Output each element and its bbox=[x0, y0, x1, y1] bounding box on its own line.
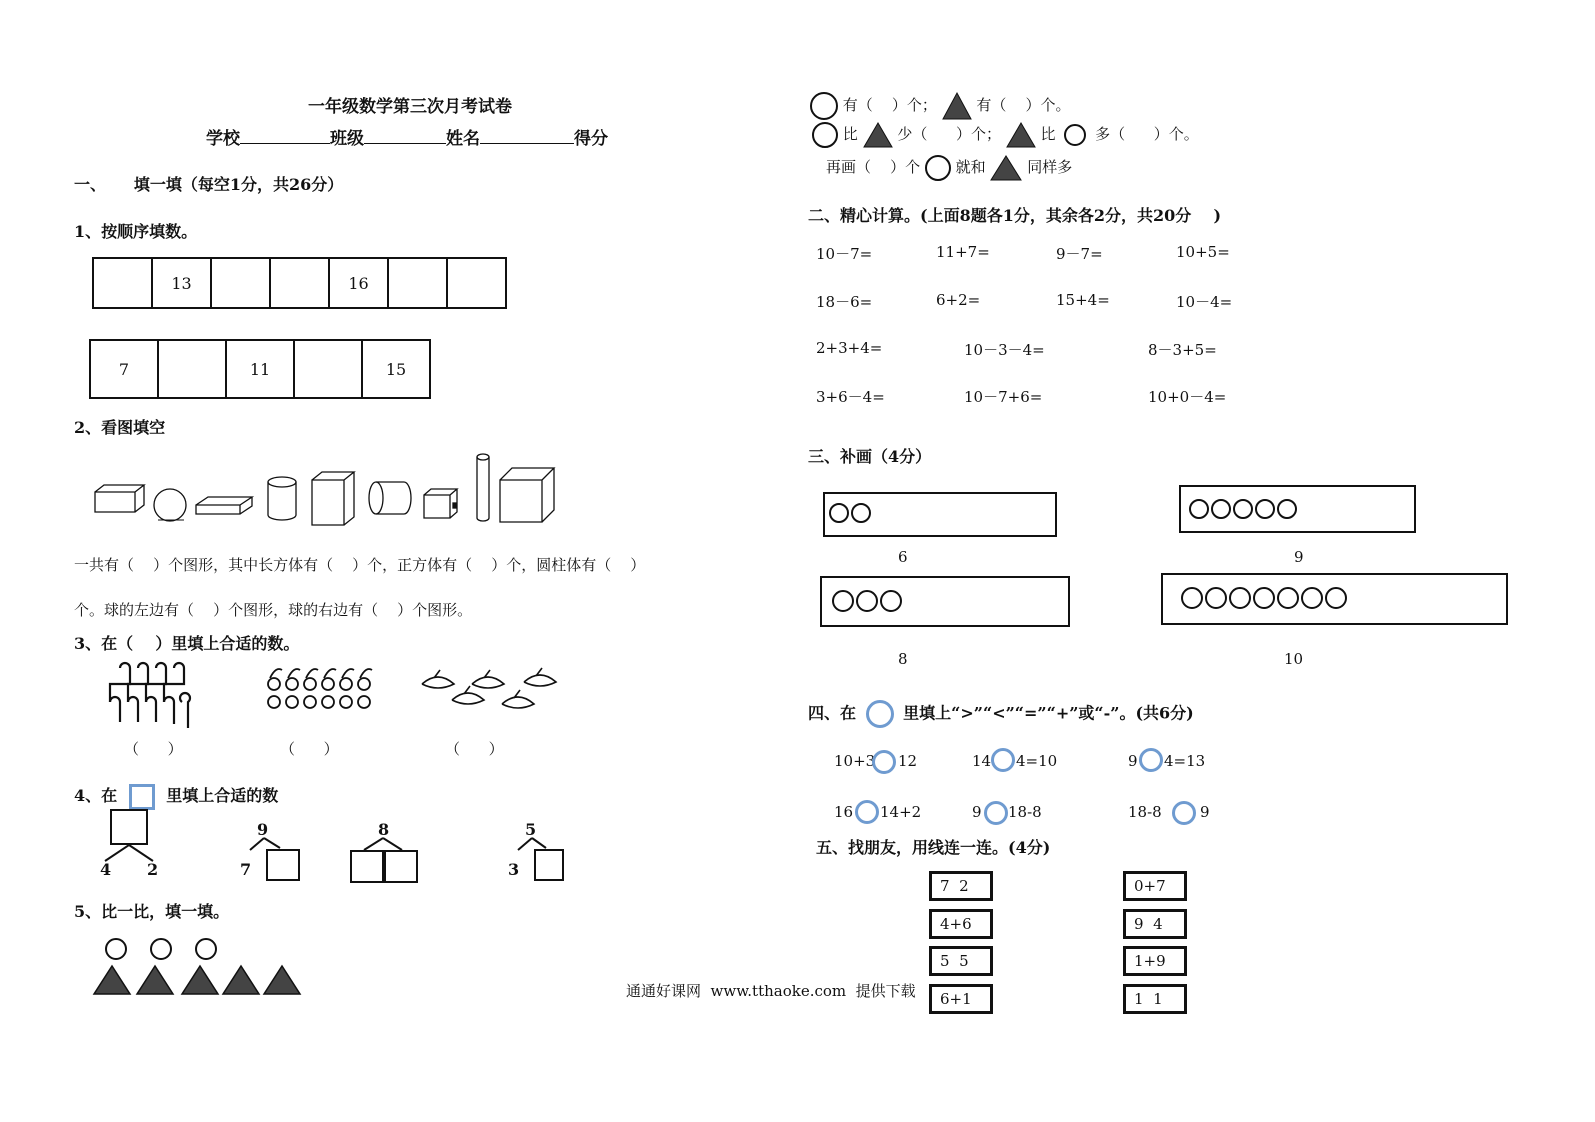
compare-left: 16 bbox=[834, 803, 854, 821]
q1-label: 1、按顺序填数。 bbox=[74, 222, 198, 241]
seq2-cell[interactable] bbox=[159, 341, 227, 397]
school-label: 学校 bbox=[206, 129, 240, 149]
circle-row bbox=[832, 590, 902, 612]
circle-icon bbox=[925, 155, 951, 181]
tree1-right: 2 bbox=[147, 860, 159, 879]
tree2-top: 9 bbox=[257, 820, 269, 839]
calc-item: 10－7= bbox=[816, 245, 873, 263]
sphere-icon bbox=[154, 489, 186, 521]
circle-row bbox=[1181, 587, 1347, 609]
circle-icon bbox=[812, 122, 838, 148]
target-number: 6 bbox=[898, 548, 908, 566]
section2-heading: 二、精心计算。(上面8题各1分，其余各2分，共20分 ) bbox=[808, 206, 1222, 225]
operator-circle[interactable] bbox=[1139, 748, 1163, 772]
circle-shape bbox=[106, 939, 126, 959]
section5-heading: 五、找朋友，用线连一连。(4分) bbox=[816, 838, 1051, 857]
calc-item: 8－3+5= bbox=[1148, 341, 1217, 359]
seq1-cell[interactable] bbox=[212, 259, 271, 307]
circle-shape bbox=[851, 503, 871, 523]
tree3-top: 8 bbox=[378, 820, 390, 839]
circle-shape bbox=[1233, 499, 1253, 519]
circle-row bbox=[1189, 499, 1297, 519]
compare-r2d: 多（ ）个。 bbox=[1095, 125, 1199, 143]
tree1-top-box[interactable] bbox=[110, 809, 148, 845]
boats-icon bbox=[422, 668, 556, 708]
operator-circle[interactable] bbox=[855, 800, 879, 824]
circle-shape bbox=[1229, 587, 1251, 609]
seq1-cell[interactable]: 13 bbox=[153, 259, 212, 307]
compare-right: 4=13 bbox=[1164, 752, 1206, 770]
compare-r1a: 有（ ）个； bbox=[842, 96, 937, 114]
q2-line2: 个。球的左边有（ ）个图形，球的右边有（ ）个图形。 bbox=[74, 601, 473, 619]
q4-label-pre: 4、在 bbox=[74, 786, 118, 805]
calc-item: 10+5= bbox=[1176, 243, 1230, 261]
circle-shape bbox=[1277, 587, 1299, 609]
compare-r2b: 少（ ）个； bbox=[897, 125, 1001, 143]
calc-item: 10－3－4= bbox=[964, 341, 1045, 359]
school-field[interactable] bbox=[240, 143, 330, 144]
number-six-pattern-icon bbox=[268, 669, 372, 708]
seq1-cell[interactable] bbox=[271, 259, 330, 307]
circle-shape bbox=[1301, 587, 1323, 609]
circle-shape bbox=[196, 939, 216, 959]
compare-right: 4=10 bbox=[1016, 752, 1058, 770]
circle-shape bbox=[1189, 499, 1209, 519]
circle-shape bbox=[1277, 499, 1297, 519]
compare-r1b: 有（ ）个。 bbox=[976, 96, 1071, 114]
calc-item: 18－6= bbox=[816, 293, 873, 311]
calc-item: 11+7= bbox=[936, 243, 990, 261]
q3-label: 3、在（ ）里填上合适的数。 bbox=[74, 634, 300, 653]
tree4-right-box[interactable] bbox=[534, 849, 564, 881]
large-cube-icon bbox=[500, 468, 554, 522]
q2-line1: 一共有（ ）个图形，其中长方体有（ ）个，正方体有（ ）个，圆柱体有（ ） bbox=[74, 556, 646, 574]
calc-item: 10+0－4= bbox=[1148, 388, 1227, 406]
score-label: 得分 bbox=[574, 129, 608, 149]
draw-box-4[interactable] bbox=[1161, 573, 1508, 625]
match-right-card[interactable]: 9 4 bbox=[1123, 909, 1187, 939]
compare-r3c: 同样多 bbox=[1027, 158, 1073, 176]
q5-shapes bbox=[92, 936, 312, 998]
circle-shape bbox=[832, 590, 854, 612]
circle-icon bbox=[810, 92, 838, 120]
compare-row-1 bbox=[810, 92, 1071, 120]
match-left-card[interactable]: 7 2 bbox=[929, 871, 993, 901]
circle-shape bbox=[1211, 499, 1231, 519]
tree3-left-box[interactable] bbox=[350, 850, 384, 883]
tree1-left: 4 bbox=[100, 860, 112, 879]
tree4-top: 5 bbox=[525, 820, 537, 839]
compare-right: 9 bbox=[1200, 803, 1210, 821]
compare-row-3 bbox=[826, 155, 1072, 181]
small-cube-icon bbox=[424, 489, 457, 518]
compare-r3b: 就和 bbox=[955, 158, 986, 176]
q3-blank-3[interactable]: （ ） bbox=[445, 740, 504, 758]
sequence-row-1 bbox=[92, 257, 507, 309]
lying-cylinder-icon bbox=[369, 482, 411, 514]
circle-shape bbox=[1205, 587, 1227, 609]
target-number: 8 bbox=[898, 650, 908, 668]
operator-circle[interactable] bbox=[984, 801, 1008, 825]
tree2-left: 7 bbox=[240, 860, 252, 879]
compare-right: 18-8 bbox=[1008, 803, 1042, 821]
s4-heading-pre: 四、在 bbox=[808, 703, 857, 723]
seq1-cell[interactable] bbox=[94, 259, 153, 307]
match-right-card[interactable]: 0+7 bbox=[1123, 871, 1187, 901]
compare-r3a: 再画（ ）个 bbox=[826, 158, 921, 176]
match-left-card[interactable]: 6+1 bbox=[929, 984, 993, 1014]
draw-box-3[interactable] bbox=[820, 576, 1070, 627]
calc-item: 10－7+6= bbox=[964, 388, 1043, 406]
calc-item: 3+6－4= bbox=[816, 388, 885, 406]
blue-circle-icon bbox=[866, 700, 894, 728]
compare-left: 10+3 bbox=[834, 752, 876, 770]
blue-square-icon bbox=[129, 784, 155, 810]
calc-item: 2+3+4= bbox=[816, 339, 883, 357]
compare-right: 12 bbox=[898, 752, 918, 770]
calc-item: 6+2= bbox=[936, 291, 981, 309]
compare-right: 14+2 bbox=[880, 803, 922, 821]
triangle-shape bbox=[223, 966, 259, 994]
circle-shape bbox=[1253, 587, 1275, 609]
class-field[interactable] bbox=[364, 143, 446, 144]
tree2-right-box[interactable] bbox=[266, 849, 300, 881]
tree4-left: 3 bbox=[508, 860, 520, 879]
circle-shape bbox=[829, 503, 849, 523]
draw-box-2[interactable] bbox=[1179, 485, 1416, 533]
match-left-card[interactable]: 5 5 bbox=[929, 946, 993, 976]
seq1-cell[interactable] bbox=[389, 259, 448, 307]
circle-shape bbox=[1255, 499, 1275, 519]
operator-circle[interactable] bbox=[1172, 801, 1196, 825]
seq2-cell[interactable]: 11 bbox=[227, 341, 295, 397]
compare-r2c: 比 bbox=[1040, 125, 1056, 143]
triangle-icon bbox=[990, 155, 1022, 181]
circle-icon bbox=[1064, 124, 1086, 146]
match-right-card[interactable]: 1+9 bbox=[1123, 946, 1187, 976]
seq1-cell[interactable]: 16 bbox=[330, 259, 389, 307]
q2-label: 2、看图填空 bbox=[74, 418, 166, 437]
cuboid-icon bbox=[95, 485, 144, 512]
compare-row-2 bbox=[812, 122, 1199, 148]
tall-cuboid-icon bbox=[312, 472, 354, 525]
section3-heading: 三、补画（4分） bbox=[808, 447, 932, 466]
seq2-cell[interactable] bbox=[295, 341, 363, 397]
s4-heading-post: 里填上“>”“<”“=”“+”或“-”。(共6分) bbox=[903, 703, 1194, 723]
q3-blank-2[interactable]: （ ） bbox=[280, 740, 339, 758]
solid-shapes-illustration bbox=[90, 450, 560, 530]
footer-text: 通通好课网 www.tthaoke.com 提供下载 bbox=[626, 982, 916, 1000]
triangle-icon bbox=[942, 92, 972, 120]
sequence-row-2 bbox=[89, 339, 431, 399]
calc-item: 10－4= bbox=[1176, 293, 1233, 311]
tall-cylinder-icon bbox=[477, 454, 489, 521]
tree3-right-box[interactable] bbox=[384, 850, 418, 883]
operator-circle[interactable] bbox=[991, 748, 1015, 772]
q4-label bbox=[74, 783, 278, 810]
circle-shape bbox=[1325, 587, 1347, 609]
operator-circle[interactable] bbox=[872, 750, 896, 774]
counting-pictures bbox=[104, 662, 584, 732]
circle-shape bbox=[1181, 587, 1203, 609]
q4-label-post: 里填上合适的数 bbox=[166, 786, 279, 805]
compare-left: 18-8 bbox=[1128, 803, 1162, 821]
circle-row bbox=[829, 503, 871, 523]
match-left-card[interactable]: 4+6 bbox=[929, 909, 993, 939]
q5-label: 5、比一比，填一填。 bbox=[74, 902, 230, 921]
q3-blank-1[interactable]: （ ） bbox=[124, 740, 183, 758]
compare-left: 9 bbox=[972, 803, 982, 821]
abacus-nine-icon bbox=[110, 663, 190, 728]
triangle-shape bbox=[182, 966, 218, 994]
circle-shape bbox=[151, 939, 171, 959]
section1-heading: 一、 填一填（每空1分，共26分） bbox=[74, 175, 344, 194]
seq1-cell[interactable] bbox=[448, 259, 505, 307]
compare-left: 9 bbox=[1128, 752, 1138, 770]
info-line bbox=[206, 124, 608, 149]
calc-item: 15+4= bbox=[1056, 291, 1110, 309]
circle-shape bbox=[880, 590, 902, 612]
page-title: 一年级数学第三次月考试卷 bbox=[308, 97, 512, 117]
seq2-cell[interactable]: 15 bbox=[385, 359, 407, 379]
triangle-shape bbox=[94, 966, 130, 994]
class-label: 班级 bbox=[330, 129, 364, 149]
seq2-cell[interactable]: 7 bbox=[91, 341, 159, 397]
match-right-card[interactable]: 1 1 bbox=[1123, 984, 1187, 1014]
target-number: 9 bbox=[1294, 548, 1304, 566]
triangle-icon bbox=[863, 122, 893, 148]
triangle-shape bbox=[137, 966, 173, 994]
name-label: 姓名 bbox=[446, 129, 480, 149]
calc-item: 9－7= bbox=[1056, 245, 1103, 263]
compare-r2a: 比 bbox=[842, 125, 858, 143]
triangle-shape bbox=[264, 966, 300, 994]
triangle-icon bbox=[1006, 122, 1036, 148]
circle-shape bbox=[856, 590, 878, 612]
cylinder-icon bbox=[268, 477, 296, 520]
compare-left: 14 bbox=[972, 752, 992, 770]
flat-cuboid-icon bbox=[196, 497, 252, 514]
target-number: 10 bbox=[1284, 650, 1304, 668]
name-field[interactable] bbox=[480, 143, 574, 144]
section4-heading bbox=[808, 700, 1194, 728]
draw-box-1[interactable] bbox=[823, 492, 1057, 537]
